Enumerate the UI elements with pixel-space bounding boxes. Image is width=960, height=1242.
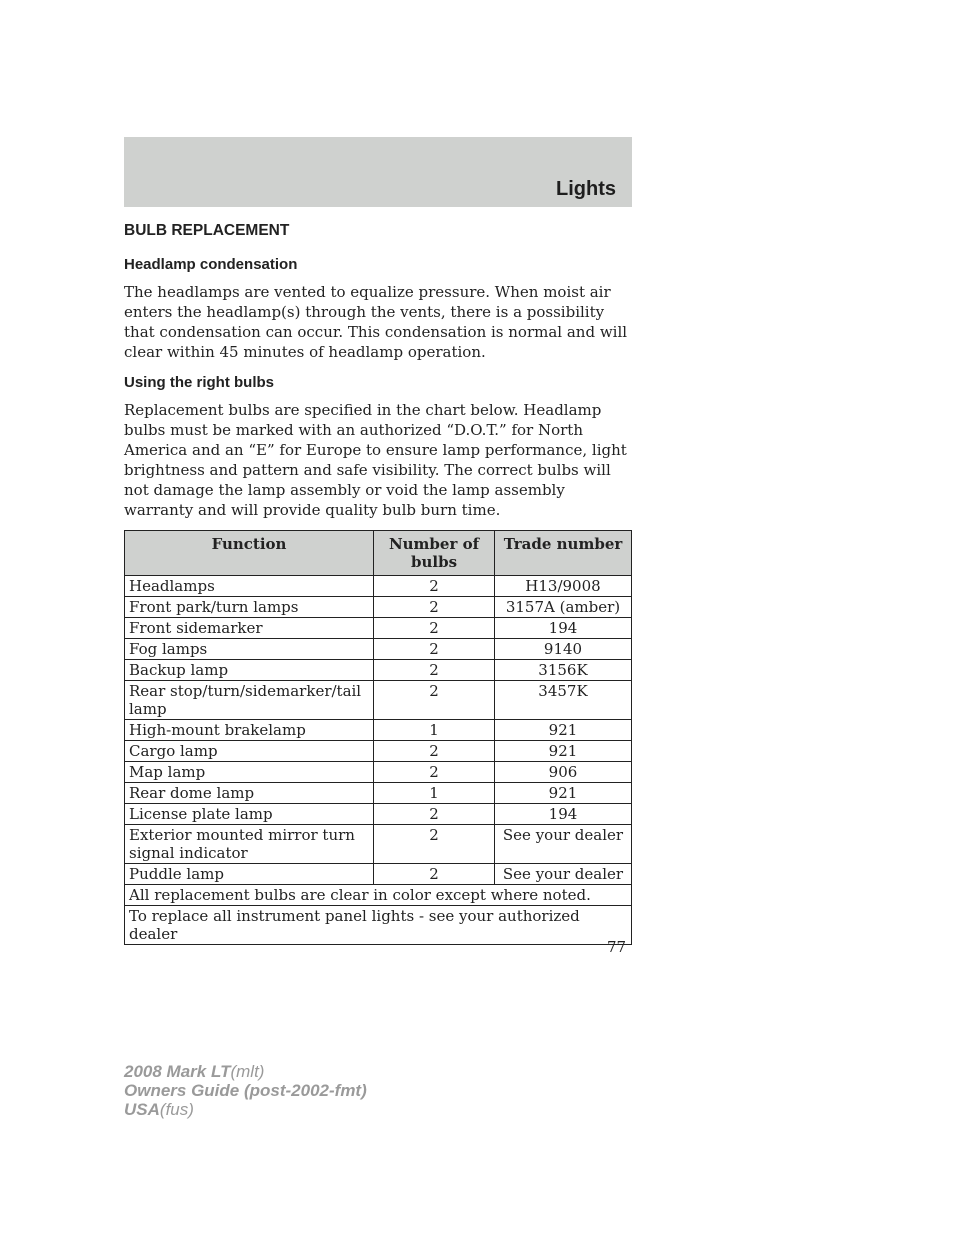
cell-count: 2 <box>374 618 495 639</box>
cell-count: 2 <box>374 762 495 783</box>
condensation-paragraph: The headlamps are vented to equalize pressure. When moist air enters the headlamp(s) through the vents, there is a possibility that condensation can occur. This condensation is normal and will clear within 45 minutes of headlamp operation. <box>124 283 628 361</box>
cell-count: 2 <box>374 660 495 681</box>
cell-count: 1 <box>374 720 495 741</box>
cell-count: 2 <box>374 681 495 720</box>
cell-function: Headlamps <box>125 576 374 597</box>
cell-function: Cargo lamp <box>125 741 374 762</box>
cell-trade: See your dealer <box>495 864 632 885</box>
cell-function: License plate lamp <box>125 804 374 825</box>
chapter-title: Lights <box>556 178 616 200</box>
cell-function: Fog lamps <box>125 639 374 660</box>
page-number: 77 <box>607 938 627 956</box>
cell-function: Exterior mounted mirror turn signal indicator <box>125 825 374 864</box>
table-row <box>125 720 632 741</box>
table-row <box>125 597 632 618</box>
cell-function: Rear dome lamp <box>125 783 374 804</box>
cell-count: 2 <box>374 804 495 825</box>
header-number-of-bulbs: Number of bulbs <box>374 531 495 576</box>
cell-count: 1 <box>374 783 495 804</box>
table-row <box>125 783 632 804</box>
table-row <box>125 804 632 825</box>
table-header-row <box>125 531 632 576</box>
footer-line-guide <box>124 1081 367 1100</box>
table-row <box>125 681 632 720</box>
table-row <box>125 864 632 885</box>
chapter-header-band <box>124 137 632 207</box>
document-footer <box>124 1062 367 1119</box>
footer-model-code: (mlt) <box>230 1062 265 1081</box>
cell-trade: 921 <box>495 741 632 762</box>
cell-trade: 194 <box>495 618 632 639</box>
cell-count: 2 <box>374 639 495 660</box>
table-row <box>125 825 632 864</box>
cell-function: Front park/turn lamps <box>125 597 374 618</box>
cell-trade: H13/9008 <box>495 576 632 597</box>
cell-trade: 194 <box>495 804 632 825</box>
table-note-row <box>125 906 632 945</box>
table-row <box>125 618 632 639</box>
table-row <box>125 762 632 783</box>
footer-guide: Owners Guide (post-2002-fmt) <box>124 1081 367 1100</box>
footer-market-code: (fus) <box>159 1100 194 1119</box>
cell-trade: 3156K <box>495 660 632 681</box>
cell-count: 2 <box>374 825 495 864</box>
cell-trade: See your dealer <box>495 825 632 864</box>
table-row <box>125 741 632 762</box>
header-function: Function <box>125 531 374 576</box>
footer-model: 2008 Mark LT <box>124 1062 231 1081</box>
cell-function: Backup lamp <box>125 660 374 681</box>
cell-trade: 3457K <box>495 681 632 720</box>
table-row <box>125 639 632 660</box>
table-row <box>125 660 632 681</box>
cell-count: 2 <box>374 864 495 885</box>
cell-function: Rear stop/turn/sidemarker/tail lamp <box>125 681 374 720</box>
cell-function: High-mount brakelamp <box>125 720 374 741</box>
page-content <box>124 220 632 945</box>
cell-function: Puddle lamp <box>125 864 374 885</box>
footer-line-model <box>124 1062 367 1081</box>
cell-trade: 906 <box>495 762 632 783</box>
table-note-clear-color: All replacement bulbs are clear in color except where noted. <box>125 885 632 906</box>
table-note-instrument-panel: To replace all instrument panel lights - see your authorized dealer <box>125 906 632 945</box>
cell-trade: 3157A (amber) <box>495 597 632 618</box>
section-title: BULB REPLACEMENT <box>124 222 290 239</box>
bulb-chart-table <box>124 530 632 945</box>
footer-line-market <box>124 1100 367 1119</box>
right-bulbs-heading: Using the right bulbs <box>124 374 274 391</box>
cell-trade: 921 <box>495 783 632 804</box>
cell-count: 2 <box>374 741 495 762</box>
condensation-heading: Headlamp condensation <box>124 256 298 273</box>
table-row <box>125 576 632 597</box>
cell-function: Map lamp <box>125 762 374 783</box>
header-trade-number: Trade number <box>495 531 632 576</box>
cell-count: 2 <box>374 576 495 597</box>
right-bulbs-paragraph: Replacement bulbs are specified in the chart below. Headlamp bulbs must be marked with an authorized “D.O.T.” for North America and an “E” for Europe to ensure lamp performance, light brightness and pattern and safe visibility. The correct bulbs will not damage the lamp assembly or void the lamp assembly warranty and will provide quality bulb burn time. <box>124 401 627 519</box>
cell-trade: 921 <box>495 720 632 741</box>
cell-trade: 9140 <box>495 639 632 660</box>
table-note-row <box>125 885 632 906</box>
cell-count: 2 <box>374 597 495 618</box>
footer-market: USA <box>124 1100 160 1119</box>
cell-function: Front sidemarker <box>125 618 374 639</box>
